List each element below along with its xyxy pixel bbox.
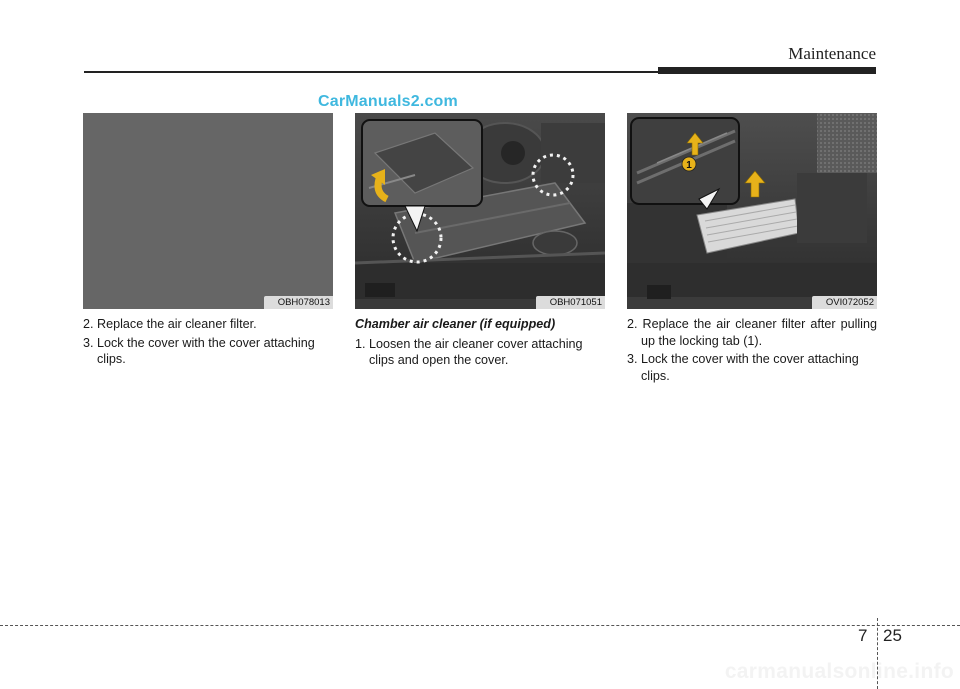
figure-2-code: OBH071051 [536,296,605,309]
figure-3-photo [627,113,877,309]
column-middle [355,316,605,371]
column-right [627,316,877,386]
figure-3-code: OVI072052 [812,296,877,309]
column-left [83,316,333,370]
step-item: 3. Lock the cover with the cover attaching clips. [627,352,859,383]
figure-1-code: OBH078013 [264,296,333,309]
step-item: 3. Lock the cover with the cover attaching clips. [83,335,315,366]
step-item: 2. Replace the air cleaner filter. [83,317,257,331]
locking-tab-callout: 1 [686,160,692,171]
figure-2-photo [355,113,605,309]
page-number: 25 [883,626,902,645]
step-item: 2. Replace the air cleaner filter after pulling up the locking tab (1). [627,317,877,348]
figure-1 [83,113,333,309]
step-item: 1. Loosen the air cleaner cover attaching clips and open the cover. [355,336,583,367]
watermark-bottom[interactable]: carmanualsonline.info [724,660,954,683]
header-bar [658,67,876,74]
section-title: Maintenance [788,44,876,63]
footer-rule [0,625,960,626]
chapter-number: 7 [858,626,868,645]
header-rule [84,71,658,73]
figure-1-photo [83,113,333,309]
watermark-top[interactable]: CarManuals2.com [318,93,458,110]
figure-2 [355,113,605,309]
figure-3 [627,113,877,309]
section-subheading: Chamber air cleaner (if equipped) [355,317,556,331]
